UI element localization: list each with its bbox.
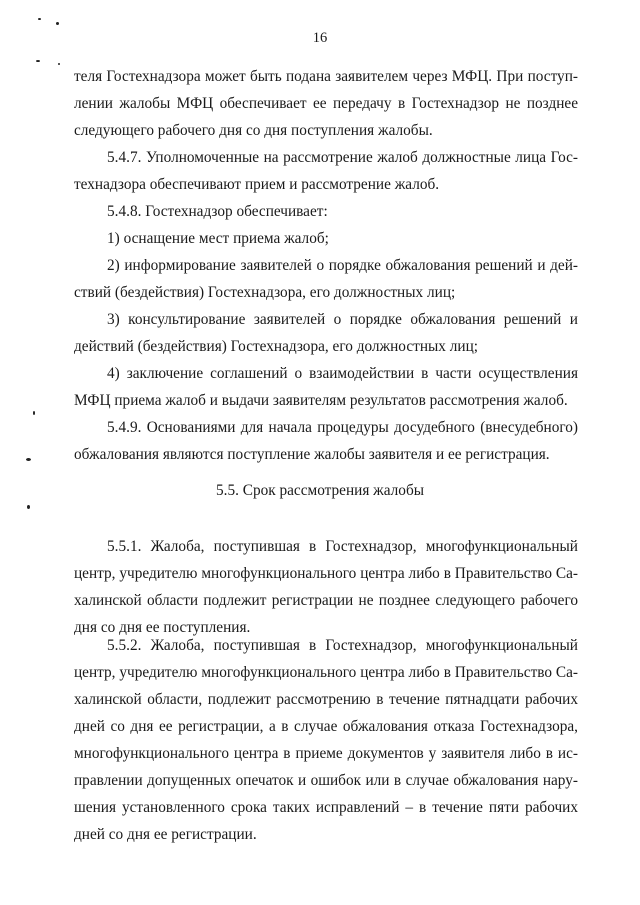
text-line: дня со дня ее поступления.: [74, 619, 251, 636]
text-line: обжалования являются поступление жалобы заявителя и ее регистрация.: [74, 446, 550, 463]
text-line: дней со дня ее регистрации, а в случае обжалования отказа Гостехнадзора,: [74, 718, 578, 735]
scan-speck: [38, 18, 41, 20]
paragraph-5-5-2: [74, 632, 578, 848]
text-line: ствий (бездействия) Гостехнадзора, его должностных лиц;: [74, 284, 456, 301]
text-line: технадзора обеспечивают прием и рассмотрение жалоб.: [74, 176, 440, 193]
text-line: правлении допущенных опечаток и ошибок или в случае обжалования нару-: [74, 772, 578, 789]
text-line: МФЦ приема жалоб и выдачи заявителям результатов рассмотрения жалоб.: [74, 392, 568, 409]
text-line: действий (бездействия) Гостехнадзора, его должностных лиц;: [74, 338, 479, 355]
text-line: 5.5.1. Жалоба, поступившая в Гостехнадзор, многофункциональный: [107, 538, 578, 555]
text-line: шения установленного срока таких исправлений – в течение пяти рабочих: [74, 799, 578, 816]
text-line: многофункционального центра в приеме документов у заявителя либо в ис-: [74, 745, 578, 762]
list-item-2: [74, 252, 578, 306]
text-line: халинской области подлежит регистрации не позднее следующего рабочего: [74, 592, 578, 609]
page-number: 16: [312, 30, 328, 46]
list-item-4: [74, 360, 578, 414]
text-line: 4) заключение соглашений о взаимодействии в части осуществления: [107, 365, 578, 382]
text-line: 5.4.8. Гостехнадзор обеспечивает:: [107, 203, 328, 220]
text-line: дней со дня ее регистрации.: [74, 826, 257, 843]
text-line: 5.5.2. Жалоба, поступившая в Гостехнадзор, многофункциональный: [107, 637, 578, 654]
text-line: 3) консультирование заявителей о порядке обжалования решений и: [107, 311, 578, 328]
paragraph-5-5-1: [74, 533, 578, 641]
scan-speck: [56, 22, 59, 25]
scan-speck: [58, 63, 60, 65]
text-line: центр, учредителю многофункционального центра либо в Правительство Са-: [74, 565, 578, 582]
text-line: 5.4.9. Основаниями для начала процедуры досудебного (внесудебного): [107, 419, 578, 436]
paragraph-5-4-8: [74, 198, 578, 225]
scan-speck: [33, 411, 35, 415]
scan-speck: [27, 505, 30, 509]
text-line: 1) оснащение мест приема жалоб;: [107, 230, 329, 247]
text-line: халинской области, подлежит рассмотрению в течение пятнадцати рабочих: [74, 691, 578, 708]
list-item-1: [74, 225, 578, 252]
paragraph-continuation: [74, 63, 578, 144]
scan-speck: [26, 458, 31, 461]
scan-speck: [36, 60, 40, 62]
text-line: лении жалобы МФЦ обеспечивает ее передачу в Гостехнадзор не позднее: [74, 95, 578, 112]
text-line: теля Гостехнадзора может быть подана заявителем через МФЦ. При поступ-: [74, 68, 578, 85]
text-line: 2) информирование заявителей о порядке обжалования решений и дей-: [107, 257, 578, 274]
section-heading: 5.5. Срок рассмотрения жалобы: [215, 482, 425, 499]
paragraph-5-4-9: [74, 414, 578, 468]
text-line: 5.4.7. Уполномоченные на рассмотрение жалоб должностные лица Гос-: [107, 149, 578, 166]
text-line: следующего рабочего дня со дня поступления жалобы.: [74, 122, 433, 139]
list-item-3: [74, 306, 578, 360]
text-line: центр, учредителю многофункционального центра либо в Правительство Са-: [74, 664, 578, 681]
paragraph-5-4-7: [74, 144, 578, 198]
